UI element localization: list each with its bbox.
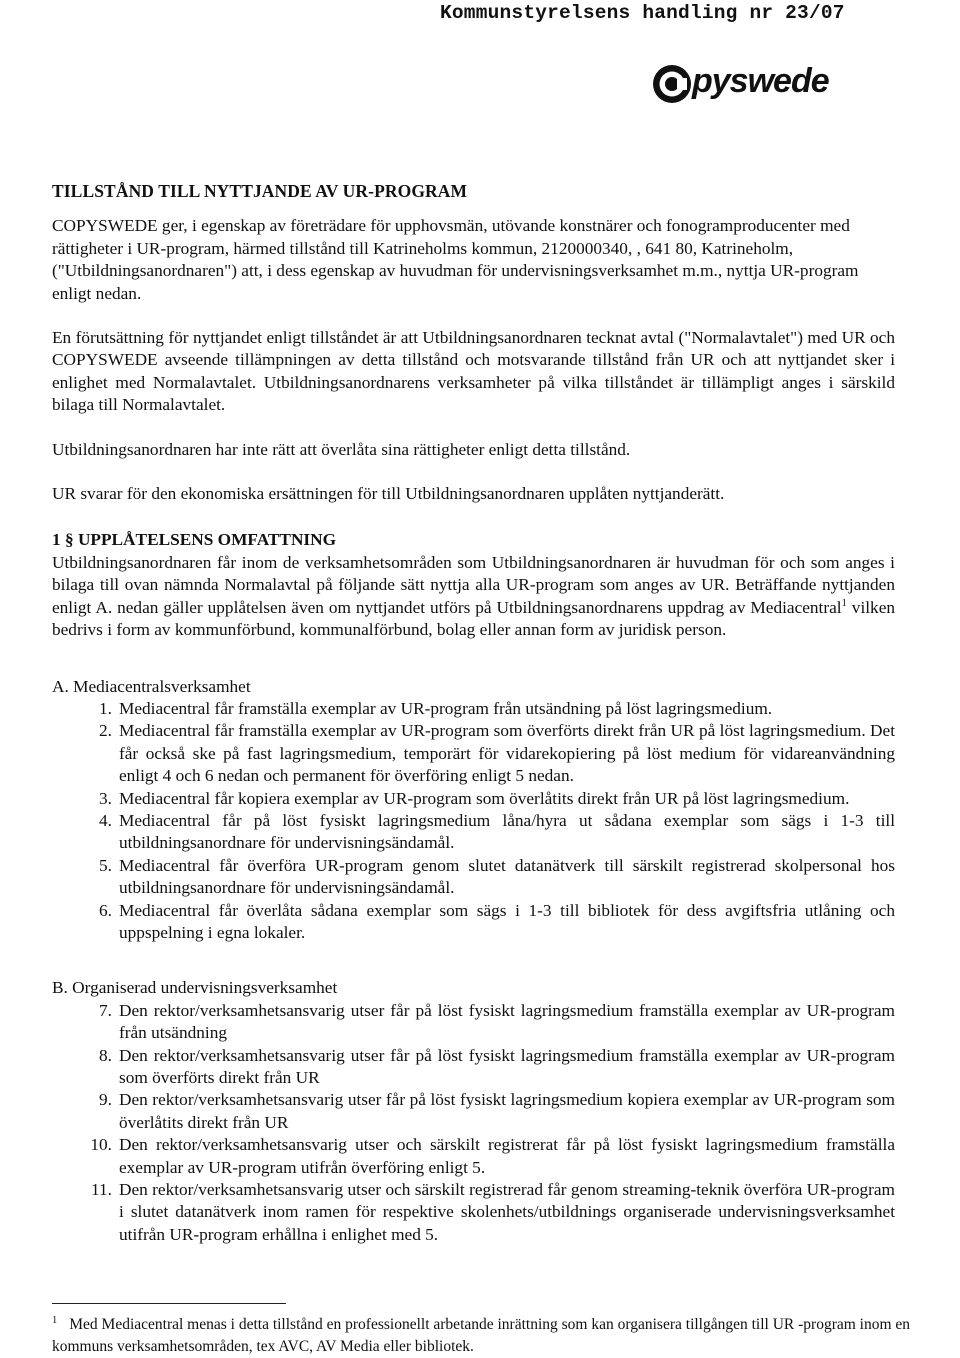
list-item (52, 1089, 895, 1134)
item-text: Den rektor/verksamhetsansvarig utser får på löst fysiskt lagringsmedium framställa exemplar av UR-program från utsändning (119, 1000, 895, 1043)
item-number: 1. (99, 698, 112, 718)
footnote (52, 1315, 912, 1357)
subsection-b-list (52, 1000, 895, 1246)
item-text: Mediacentral får kopiera exemplar av UR-program som överlåtits direkt från UR på löst lagringsmedium. (119, 788, 850, 808)
document-body (52, 180, 895, 1246)
item-text: Den rektor/verksamhetsansvarig utser får på löst fysiskt lagringsmedium framställa exemplar av UR-program som överförts direkt från UR (119, 1045, 895, 1087)
document-title: TILLSTÅND TILL NYTTJANDE AV UR-PROGRAM (52, 181, 468, 201)
item-number: 2. (99, 721, 112, 741)
item-number: 3. (99, 788, 112, 808)
svg-text:pyswede: pyswede (692, 62, 829, 100)
list-item (52, 1134, 895, 1179)
copyswede-logo-graphic (646, 56, 886, 124)
item-number: 5. (99, 855, 112, 875)
section-1-heading (52, 529, 895, 551)
footnote-divider (52, 1303, 286, 1304)
list-item (52, 855, 895, 900)
item-text: Mediacentral får på löst fysiskt lagringsmedium låna/hyra ut sådana exemplar som sägs i 1-3 till utbildningsanordnare för undervisningsändamål. (119, 810, 895, 853)
item-number: 6. (99, 900, 112, 920)
item-text: Mediacentral får framställa exemplar av UR-program från utsändning på löst lagringsmedium. (119, 698, 773, 718)
item-text: Mediacentral får framställa exemplar av UR-program som överförts direkt från UR på löst lagringsmedium. Det får också ske på fast lagringsmedium, temporärt för vidarekopiering på löst medium för vidareanvändning enligt 4 och 6 nedan och permanent för överföring enligt 5 nedan. (119, 721, 895, 786)
item-number: 8. (99, 1045, 112, 1065)
condition-paragraph: En förutsättning för nyttjandet enligt tillståndet är att Utbildningsanordnaren tecknat avtal ("Normalavtalet") med UR och COPYSWEDE avseende tillämpningen av detta tillstånd och motsvarande tillstånd från UR och att nyttjandet sker i enlighet med Normalavtalet. Utbildningsanordnarens verksamheter på vilka tillståndet är tillämpligt anges i särskild bilaga till Normalavtalet. (52, 328, 895, 415)
list-item (52, 810, 895, 855)
list-item (52, 1179, 895, 1246)
list-item (52, 900, 895, 945)
list-item (52, 1000, 895, 1045)
section-1-body (52, 552, 895, 642)
item-number: 7. (99, 1000, 112, 1020)
item-number: 4. (99, 810, 112, 830)
footnote-reference: 1 (841, 597, 847, 609)
subsection-b-heading: B. Organiserad undervisningsverksamhet (52, 978, 338, 998)
compensation-paragraph: UR svarar för den ekonomiska ersättningen för till Utbildningsanordnaren upplåten nyttjanderätt. (52, 484, 725, 504)
item-text: Mediacentral får överlåta sådana exemplar som sägs i 1-3 till bibliotek för dess avgiftsfria utlåning och uppspelning i egna lokaler. (119, 900, 895, 942)
document-reference-header: Kommunstyrelsens handling nr 23/07 (440, 2, 845, 24)
intro-paragraph: COPYSWEDE ger, i egenskap av företrädare för upphovsmän, utövande konstnärer och fonogramproducenter med rättigheter i UR-program, härmed tillstånd till Katrineholms kommun, 2120000340, , 641 80, Katrineholm, ("Utbildningsanordnaren") att, i dess egenskap av huvudman för undervisningsverksamhet m.m., nyttja UR-program enligt nedan. (52, 216, 859, 303)
transfer-paragraph: Utbildningsanordnaren har inte rätt att överlåta sina rättigheter enligt detta tillstånd. (52, 439, 631, 459)
section-1-body-text: Utbildningsanordnaren får inom de verksamhetsområden som Utbildningsanordnaren är huvudman för och som anges i bilaga till ovan nämnda Normalavtal på följande sätt nyttja alla UR-program som anges av UR. Beträffande nyttjanden enligt A. nedan gäller upplåtelsen även om nyttjandet utförs på Utbildningsanordnarens uppdrag av Mediacentral (52, 552, 895, 617)
copyswede-logo (646, 56, 886, 124)
subsection-a-heading: A. Mediacentralsverksamhet (52, 676, 251, 696)
item-text: Mediacentral får överföra UR-program genom slutet datanätverk till särskilt registrerad skolpersonal hos utbildningsanordnare för undervisningsändamål. (119, 855, 895, 898)
item-text: Den rektor/verksamhetsansvarig utser får på löst fysiskt lagringsmedium kopiera exemplar av UR-program som överlåtits direkt från UR (119, 1090, 895, 1132)
list-item (52, 1045, 895, 1090)
item-number: 9. (99, 1090, 112, 1110)
item-text: Den rektor/verksamhetsansvarig utser och särskilt registrerad får genom streaming-teknik överföra UR-program i slutet datanätverk inom ramen för respektive skolenhets/utbildnings organiserade undervisningsverksamhet utifrån UR-program erhållna i enlighet med 5. (119, 1180, 895, 1244)
list-item (52, 698, 895, 720)
section-1-body-text-cont: vilken bedrivs i form av kommunförbund, kommunalförbund, bolag eller annan form av juridisk person. (52, 597, 895, 640)
section-sign: § (64, 530, 74, 550)
list-item (52, 720, 895, 787)
footnote-text: Med Mediacentral menas i detta tillstånd en professionellt arbetande inrättning som kan organisera tillgången till UR -program inom en kommuns verksamhetsområden, tex AVC, AV Media eller bibliotek. (52, 1316, 911, 1355)
footnote-mark: 1 (52, 1315, 58, 1326)
section-title: UPPLÅTELSENS OMFATTNING (77, 530, 337, 550)
list-item (52, 788, 895, 810)
subsection-a-list (52, 698, 895, 944)
item-number: 10. (90, 1135, 112, 1155)
item-number: 11. (91, 1180, 112, 1200)
item-text: Den rektor/verksamhetsansvarig utser och särskilt registrerat får på löst fysiskt lagringsmedium framställa exemplar av UR-program utifrån överföring enligt 5. (119, 1135, 895, 1177)
section-number: 1 (52, 530, 61, 550)
